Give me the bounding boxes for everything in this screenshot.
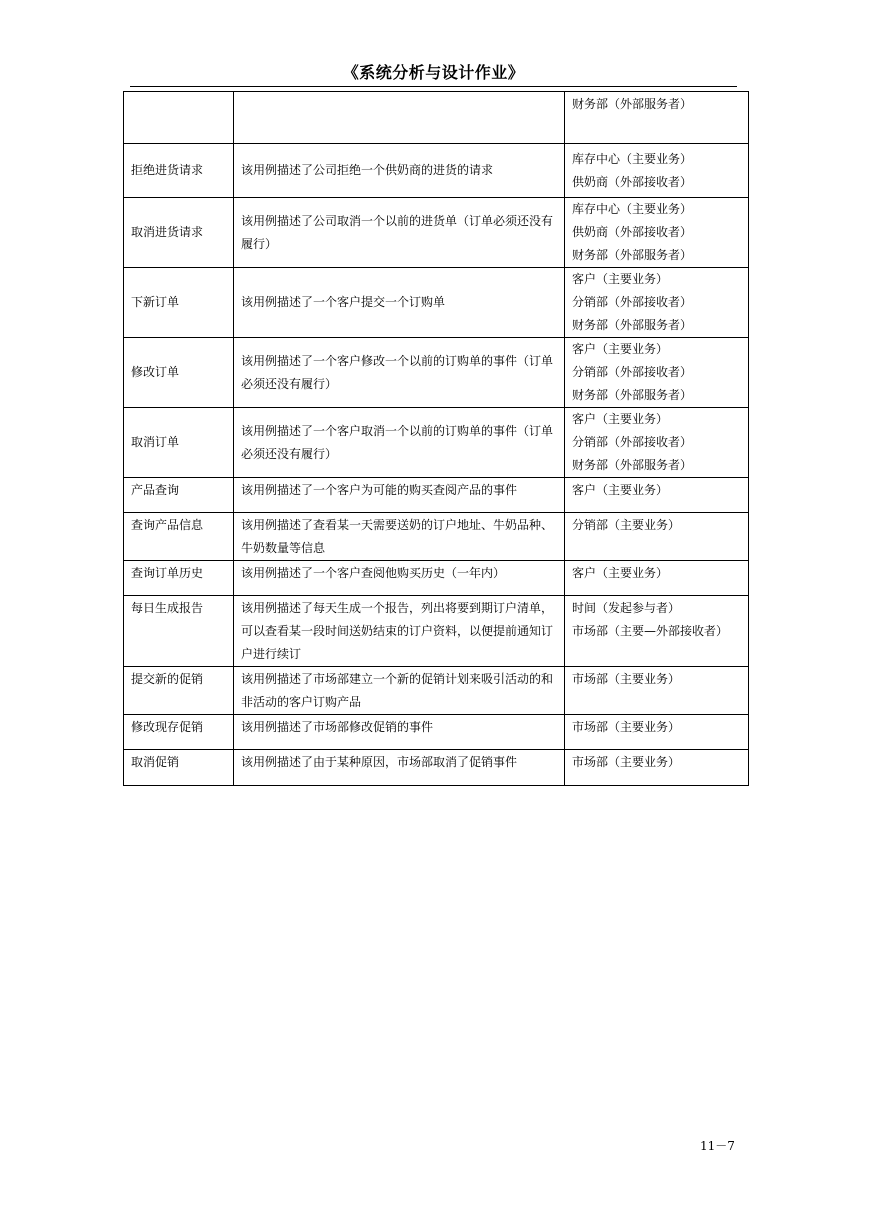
table-row	[124, 408, 749, 478]
actor-entry: 财务部（外部服务者）	[572, 388, 693, 402]
actor-entry: 分销部（外部接收者）	[572, 365, 693, 379]
use-case-description: 该用例描述了公司取消一个以前的进货单（订单必须还没有履行）	[234, 198, 565, 268]
table-row	[124, 667, 749, 715]
use-case-actors	[565, 198, 749, 268]
use-case-actors	[565, 513, 749, 561]
table-row	[124, 198, 749, 268]
actor-entry: 分销部（外部接收者）	[572, 295, 693, 309]
use-case-actors	[565, 92, 749, 144]
actor-entry: 分销部（外部接收者）	[572, 435, 693, 449]
actor-entry: 市场部（主要业务）	[572, 720, 681, 734]
use-case-description: 该用例描述了一个客户查阅他购买历史（一年内）	[234, 561, 565, 596]
use-case-description: 该用例描述了一个客户提交一个订购单	[234, 268, 565, 338]
use-case-name	[124, 92, 234, 144]
actor-entry: 客户（主要业务）	[572, 412, 669, 426]
actor-entry: 财务部（外部服务者）	[572, 248, 693, 262]
use-case-name: 每日生成报告	[124, 596, 234, 667]
table-row	[124, 338, 749, 408]
table-row	[124, 92, 749, 144]
actor-entry: 市场部（主要业务）	[572, 672, 681, 686]
use-case-name: 查询产品信息	[124, 513, 234, 561]
actor-entry: 库存中心（主要业务）	[572, 202, 693, 216]
use-case-actors	[565, 338, 749, 408]
actor-entry: 客户（主要业务）	[572, 566, 669, 580]
use-case-name: 产品查询	[124, 478, 234, 513]
use-case-name: 取消进货请求	[124, 198, 234, 268]
actor-entry: 客户（主要业务）	[572, 342, 669, 356]
table-row	[124, 750, 749, 786]
use-case-actors	[565, 478, 749, 513]
table-row	[124, 478, 749, 513]
actor-entry: 财务部（外部服务者）	[572, 97, 693, 111]
use-case-actors	[565, 144, 749, 198]
use-case-table	[123, 91, 749, 786]
table-row	[124, 561, 749, 596]
use-case-description: 该用例描述了每天生成一个报告，列出将要到期订户清单，可以查看某一段时间送奶结束的订户资料，以便提前通知订户进行续订	[234, 596, 565, 667]
use-case-name: 取消订单	[124, 408, 234, 478]
use-case-description: 该用例描述了一个客户为可能的购买查阅产品的事件	[234, 478, 565, 513]
use-case-name: 修改现存促销	[124, 715, 234, 750]
use-case-description	[234, 92, 565, 144]
table-row	[124, 715, 749, 750]
actor-entry: 库存中心（主要业务）	[572, 151, 693, 166]
use-case-actors	[565, 715, 749, 750]
actor-entry: 供奶商（外部接收者）	[572, 174, 693, 189]
use-case-actors	[565, 268, 749, 338]
actor-entry: 客户（主要业务）	[572, 483, 669, 497]
table-row	[124, 144, 749, 198]
actor-entry: 供奶商（外部接收者）	[572, 225, 693, 239]
actor-entry: 时间（发起参与者）	[572, 601, 681, 615]
table-row	[124, 268, 749, 338]
actor-entry: 分销部（主要业务）	[572, 518, 681, 532]
page-header	[130, 60, 737, 87]
use-case-description: 该用例描述了市场部修改促销的事件	[234, 715, 565, 750]
actor-entry: 市场部（主要—外部接收者）	[572, 624, 729, 638]
page-number: 11－7	[700, 1139, 735, 1153]
use-case-name: 拒绝进货请求	[124, 144, 234, 198]
table-row	[124, 513, 749, 561]
table-row	[124, 596, 749, 667]
actor-entry: 财务部（外部服务者）	[572, 318, 693, 332]
use-case-name: 下新订单	[124, 268, 234, 338]
use-case-name: 查询订单历史	[124, 561, 234, 596]
use-case-description: 该用例描述了查看某一天需要送奶的订户地址、牛奶品种、牛奶数量等信息	[234, 513, 565, 561]
use-case-description: 该用例描述了一个客户修改一个以前的订购单的事件（订单必须还没有履行）	[234, 338, 565, 408]
actor-entry: 财务部（外部服务者）	[572, 458, 693, 472]
use-case-name: 提交新的促销	[124, 667, 234, 715]
use-case-description: 该用例描述了公司拒绝一个供奶商的进货的请求	[234, 144, 565, 198]
use-case-actors	[565, 750, 749, 786]
document-title: 《系统分析与设计作业》	[342, 63, 525, 82]
use-case-actors	[565, 596, 749, 667]
use-case-description: 该用例描述了一个客户取消一个以前的订购单的事件（订单必须还没有履行）	[234, 408, 565, 478]
use-case-actors	[565, 667, 749, 715]
use-case-name: 修改订单	[124, 338, 234, 408]
use-case-name: 取消促销	[124, 750, 234, 786]
use-case-actors	[565, 408, 749, 478]
actor-entry: 客户（主要业务）	[572, 272, 669, 286]
use-case-actors	[565, 561, 749, 596]
use-case-description: 该用例描述了由于某种原因，市场部取消了促销事件	[234, 750, 565, 786]
use-case-description: 该用例描述了市场部建立一个新的促销计划来吸引活动的和非活动的客户订购产品	[234, 667, 565, 715]
actor-entry: 市场部（主要业务）	[572, 755, 681, 769]
